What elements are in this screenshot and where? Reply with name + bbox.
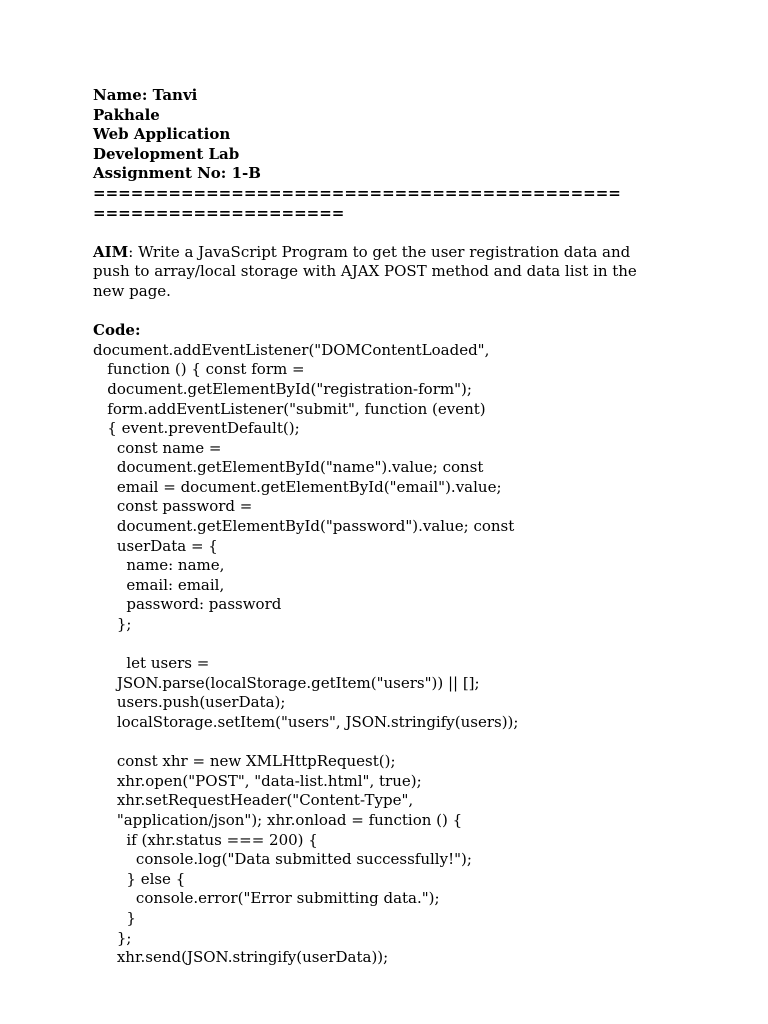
code-line: document.addEventListener("DOMContentLoaded", <box>93 340 490 359</box>
code-line: if (xhr.status === 200) { <box>93 830 318 849</box>
code-line: let users = <box>93 654 210 673</box>
aim-line-2: push to array/local storage with AJAX POST method and data list in the <box>93 262 637 281</box>
code-line: { event.preventDefault(); <box>93 419 300 438</box>
code-line: form.addEventListener("submit", function (event) <box>93 399 486 418</box>
code-block <box>93 341 713 968</box>
separator-line-2: ==================== <box>93 203 345 222</box>
code-line: xhr.setRequestHeader("Content-Type", <box>93 791 414 810</box>
code-line: const password = <box>93 497 253 516</box>
spacer <box>93 223 713 243</box>
aim-line-3: new page. <box>93 281 171 300</box>
code-line: }; <box>93 615 132 634</box>
course-title-line-2: Development Lab <box>93 144 240 163</box>
code-line: xhr.send(JSON.stringify(userData)); <box>93 948 389 967</box>
code-line: const xhr = new XMLHttpRequest(); <box>93 752 396 771</box>
assignment-number: Assignment No: 1-B <box>93 164 261 183</box>
document-content <box>93 86 713 968</box>
code-line: localStorage.setItem("users", JSON.stringify(users)); <box>93 713 519 731</box>
code-line: function () { const form = <box>93 360 305 379</box>
code-line: document.getElementById("password").value; const <box>93 517 515 536</box>
code-line: userData = { <box>93 536 218 555</box>
code-line: document.getElementById("registration-form"); <box>93 379 472 398</box>
code-line: } else { <box>93 869 186 888</box>
code-line <box>93 733 713 753</box>
code-line: JSON.parse(localStorage.getItem("users")) || []; <box>93 673 480 692</box>
aim-text-1: : Write a JavaScript Program to get the user registration data and <box>128 242 631 261</box>
code-line: users.push(userData); <box>93 693 286 712</box>
code-line: email: email, <box>93 575 225 594</box>
code-line: console.error("Error submitting data."); <box>93 889 440 908</box>
code-line: xhr.open("POST", "data-list.html", true); <box>93 771 422 790</box>
code-line: name: name, <box>93 556 225 575</box>
code-line: "application/json"); xhr.onload = function () { <box>93 810 463 829</box>
spacer <box>93 302 713 322</box>
student-name-line-1: Name: Tanvi <box>93 86 198 104</box>
code-line: console.log("Data submitted successfully!"); <box>93 850 472 869</box>
code-line: email = document.getElementById("email").value; <box>93 477 502 496</box>
separator-line-1: ========================================== <box>93 183 621 202</box>
aim-line-1 <box>93 243 713 263</box>
code-line <box>93 635 713 655</box>
code-line: const name = <box>93 438 222 457</box>
course-title-line-1: Web Application <box>93 125 231 144</box>
code-line: } <box>93 908 136 927</box>
code-line: password: password <box>93 595 282 614</box>
code-line: }; <box>93 928 132 947</box>
student-name-line-2: Pakhale <box>93 105 160 124</box>
code-line: document.getElementById("name").value; const <box>93 458 484 477</box>
aim-label: AIM <box>93 242 129 261</box>
code-label: Code: <box>93 321 141 340</box>
